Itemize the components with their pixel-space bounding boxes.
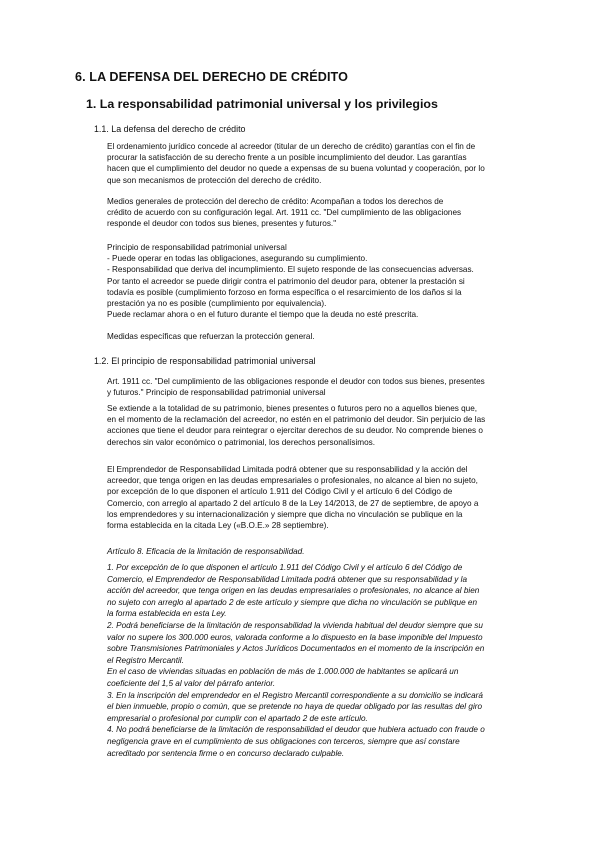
- text-line: 1. Por excepción de lo que disponen el artículo 1.911 del Código Civil y el artículo 6 del Código de: [107, 563, 463, 572]
- paragraph-guarantees: [107, 141, 485, 186]
- text-line: acción del acreedor, que tenga origen en las deudas empresariales o profesionales, no alcance al bien: [107, 586, 480, 596]
- text-line: todavía es posible (cumplimiento forzoso en forma específica o el resarcimiento de los daños si la: [107, 287, 462, 297]
- main-heading: 6. LA DEFENSA DEL DERECHO DE CRÉDITO: [75, 70, 348, 84]
- text-line: en el momento de la reclamación del acreedor, no estén en el patrimonio del deudor. Sin perjuicio de las: [107, 415, 486, 425]
- text-line: 3. En la inscripción del emprendedor en el Registro Mercantil correspondiente a su domicilio se indicará: [107, 690, 483, 700]
- text-line: - Responsabilidad que deriva del incumplimiento. El sujeto responde de las consecuencias adversas.: [107, 265, 474, 275]
- text-line: el bien inmueble, propio o común, que se pretende no haya de quedar obligado por las resultas del giro: [107, 702, 483, 712]
- paragraph-entrepreneur: [107, 464, 478, 531]
- text-line: Comercio, el Emprendedor de Responsabilidad Limitada podrá obtener que su responsabilidad y la: [107, 574, 468, 584]
- text-line: prestación ya no es posible (cumplimiento por equivalencia).: [107, 299, 327, 309]
- paragraph-general-means: [107, 196, 461, 230]
- paragraph-specific-measures: [107, 331, 315, 342]
- text-line: la forma establecida en esta Ley.: [107, 609, 227, 619]
- text-line: acreditado por sentencia firme o en concurso declarado culpable.: [107, 748, 345, 758]
- text-line: 4. No podrá beneficiarse de la limitación de responsabilidad el deudor que hubiera actuado con fraude o: [107, 725, 485, 735]
- text-line: - Puede operar en todas las obligaciones, asegurando su cumplimiento.: [107, 254, 368, 264]
- article-8-title: [107, 546, 305, 557]
- text-line: por excepción de lo que disponen el artículo 1.911 del Código Civil y el artículo 6 del Código de: [107, 487, 453, 497]
- text-line: y futuros." Principio de responsabilidad patrimonial universal: [107, 388, 326, 398]
- subsection-1-1-heading: 1.1. La defensa del derecho de crédito: [94, 124, 246, 134]
- text-line: empresarial o profesional por cumplir con el apartado 2 de este artículo.: [107, 713, 368, 723]
- paragraph-art-1911: [107, 376, 485, 398]
- text-line: procurar la satisfacción de su derecho frente a un posible incumplimiento del deudor. Las garantías: [107, 153, 467, 163]
- text-line: El ordenamiento jurídico concede al acreedor (titular de un derecho de crédito) garantías con el fin de: [107, 142, 476, 151]
- text-line: hacen que el cumplimiento del deudor no quede a expensas de su buena voluntad y cooperación, por lo: [107, 164, 485, 174]
- text-line: sobre Transmisiones Patrimoniales y Actos Jurídicos Documentados en el momento de la inscripción en: [107, 644, 485, 654]
- text-line: Puede reclamar ahora o en el futuro durante el tiempo que la deuda no esté prescrita.: [107, 310, 419, 320]
- text-line: valor no supere los 300.000 euros, valorada conforme a lo dispuesto en la base imponible del Impuesto: [107, 632, 483, 642]
- text-line: El Emprendedor de Responsabilidad Limitada podrá obtener que su responsabilidad y la acción del: [107, 465, 468, 474]
- text-line: responde el deudor con todos sus bienes, presentes y futuros.": [107, 219, 337, 229]
- text-line: no sujeto con arreglo al apartado 2 de este artículo y siempre que dicha no vinculación se publique en: [107, 597, 478, 607]
- paragraph-universal-principle: [107, 242, 474, 320]
- paragraph-extent: [107, 403, 485, 448]
- text-line: Principio de responsabilidad patrimonial universal: [107, 243, 287, 252]
- text-line: acreedor, que tenga origen en las deudas empresariales o profesionales, no alcance al bien no sujeto,: [107, 476, 478, 486]
- text-line: coeficiente del 1,5 al valor del párrafo anterior.: [107, 678, 276, 688]
- subsection-1-2-heading: 1.2. El principio de responsabilidad patrimonial universal: [94, 356, 316, 366]
- text-line: crédito de acuerdo con su configuración legal. Art. 1911 cc. "Del cumplimiento de las obligaciones: [107, 208, 462, 218]
- text-line: los emprendedores y su internacionalización y siempre que dicha no vinculación se publique en la: [107, 509, 463, 519]
- text-line: Artículo 8. Eficacia de la limitación de responsabilidad.: [107, 547, 305, 556]
- text-line: En el caso de viviendas situadas en población de más de 1.000.000 de habitantes se aplicará un: [107, 667, 459, 677]
- text-line: forma establecida en la citada Ley («B.O.E.» 28 septiembre).: [107, 521, 329, 531]
- section-heading: 1. La responsabilidad patrimonial universal y los privilegios: [86, 97, 438, 111]
- text-line: derechos sin valor económico o patrimonial, los derechos personalísimos.: [107, 437, 376, 447]
- text-line: acciones que tiene el deudor para reintegrar o ejercitar derechos de su deudor. No comprende bienes o: [107, 426, 483, 436]
- text-line: el Registro Mercantil.: [107, 655, 184, 665]
- text-line: Medidas específicas que refuerzan la protección general.: [107, 332, 315, 341]
- text-line: 2. Podrá beneficiarse de la limitación de responsabilidad la vivienda habitual del deudor siempre que su: [107, 620, 483, 630]
- text-line: Por tanto el acreedor se puede dirigir contra el patrimonio del deudor para, obtener la prestación si: [107, 276, 465, 286]
- text-line: Art. 1911 cc. "Del cumplimiento de las obligaciones responde el deudor con todos sus bienes, presentes: [107, 377, 485, 386]
- text-line: Medios generales de protección del derecho de crédito: Acompañan a todos los derechos de: [107, 197, 444, 206]
- text-line: que son mecanismos de protección del derecho de crédito.: [107, 175, 322, 185]
- article-8-body: [107, 562, 485, 759]
- text-line: Se extiende a la totalidad de su patrimonio, bienes presentes o futuros pero no a aquellos bienes que,: [107, 404, 478, 413]
- text-line: negligencia grave en el cumplimiento de sus obligaciones con terceros, siempre que así constare: [107, 736, 460, 746]
- text-line: Comercio, con arreglo al apartado 2 del artículo 8 de la Ley 14/2013, de 27 de septiembre, de apoyo a: [107, 498, 479, 508]
